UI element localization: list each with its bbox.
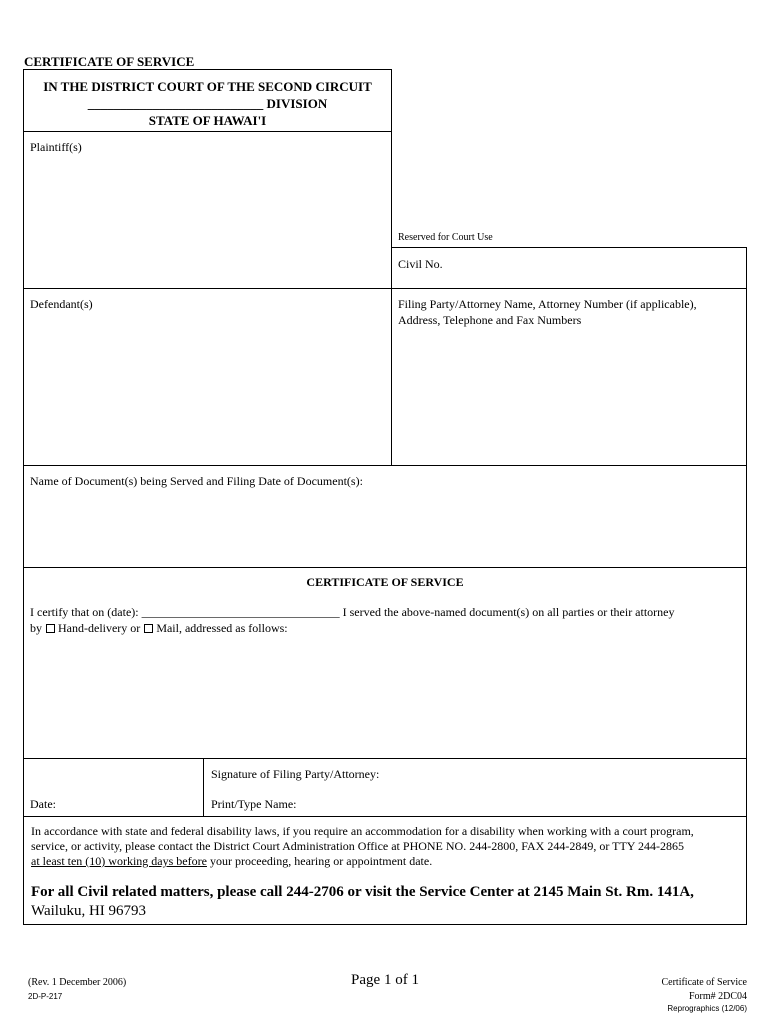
- by-label: by: [30, 621, 42, 635]
- footer-form-number: Form# 2DC04: [688, 991, 747, 1002]
- filing-party-line1: Filing Party/Attorney Name, Attorney Number (if applicable),: [398, 297, 697, 311]
- form-code: 2D-P-217: [28, 992, 63, 1001]
- page-number: Page 1 of 1: [351, 972, 419, 988]
- certify-prefix: I certify that on (date):: [30, 605, 139, 619]
- addresses-field[interactable]: [28, 640, 740, 752]
- date-label: Date:: [30, 797, 56, 811]
- date-field[interactable]: [66, 792, 196, 812]
- civil-no-label: Civil No.: [398, 257, 443, 271]
- signature-label: Signature of Filing Party/Attorney:: [211, 767, 380, 781]
- reserved-court-use-label: Reserved for Court Use: [398, 232, 493, 243]
- mail-label: Mail, addressed as follows:: [156, 621, 288, 635]
- certify-suffix: I served the above-named document(s) on all parties or their attorney: [342, 605, 675, 619]
- signature-field[interactable]: [420, 762, 740, 782]
- filing-party-line2: Address, Telephone and Fax Numbers: [398, 313, 582, 327]
- delivery-method-line: [30, 621, 288, 636]
- civil-matters-city: Wailuku, HI 96793: [31, 903, 147, 919]
- ada-line3-rest: your proceeding, hearing or appointment date.: [206, 854, 433, 868]
- footer-reprographics: Reprographics (12/06): [667, 1004, 747, 1013]
- ada-line3: [31, 854, 432, 869]
- print-name-label: Print/Type Name:: [211, 797, 297, 811]
- hand-delivery-checkbox[interactable]: [46, 624, 55, 633]
- print-name-field[interactable]: [306, 792, 740, 812]
- civil-matters-notice: For all Civil related matters, please call 244-2706 or visit the Service Center at 2145 Main St. Rm. 141A,: [31, 884, 694, 900]
- defendant-field[interactable]: [26, 314, 386, 462]
- ada-deadline: at least ten (10) working days before: [31, 854, 207, 868]
- certify-line: [30, 605, 675, 620]
- revision-date: (Rev. 1 December 2006): [28, 977, 127, 988]
- documents-field[interactable]: [28, 492, 740, 562]
- form-title: CERTIFICATE OF SERVICE: [24, 54, 195, 69]
- state-line: STATE OF HAWAI'I: [148, 113, 267, 128]
- footer-form-title: Certificate of Service: [661, 977, 747, 988]
- plaintiff-field[interactable]: [26, 156, 386, 286]
- defendant-label: Defendant(s): [30, 297, 93, 311]
- mail-checkbox[interactable]: [144, 624, 153, 633]
- ada-line2: service, or activity, please contact the District Court Administration Office at PHONE NO. 244-2800, FAX 244-2849, or TTY 244-2865: [31, 839, 684, 853]
- civil-no-box[interactable]: [391, 247, 747, 289]
- court-name: IN THE DISTRICT COURT OF THE SECOND CIRCUIT: [43, 79, 372, 94]
- division-line: [23, 96, 392, 112]
- ada-line1: In accordance with state and federal disability laws, if you require an accommodation for a disability when working with a court program,: [31, 824, 694, 838]
- service-date-field[interactable]: _________________________________: [141, 605, 340, 619]
- documents-label: Name of Document(s) being Served and Filing Date of Document(s):: [30, 474, 363, 488]
- division-label: DIVISION: [266, 96, 328, 111]
- filing-party-field[interactable]: [396, 332, 741, 462]
- division-blank[interactable]: ___________________________: [87, 96, 264, 111]
- hand-delivery-label: Hand-delivery or: [58, 621, 141, 635]
- plaintiff-label: Plaintiff(s): [30, 140, 82, 154]
- certificate-heading: CERTIFICATE OF SERVICE: [306, 575, 464, 589]
